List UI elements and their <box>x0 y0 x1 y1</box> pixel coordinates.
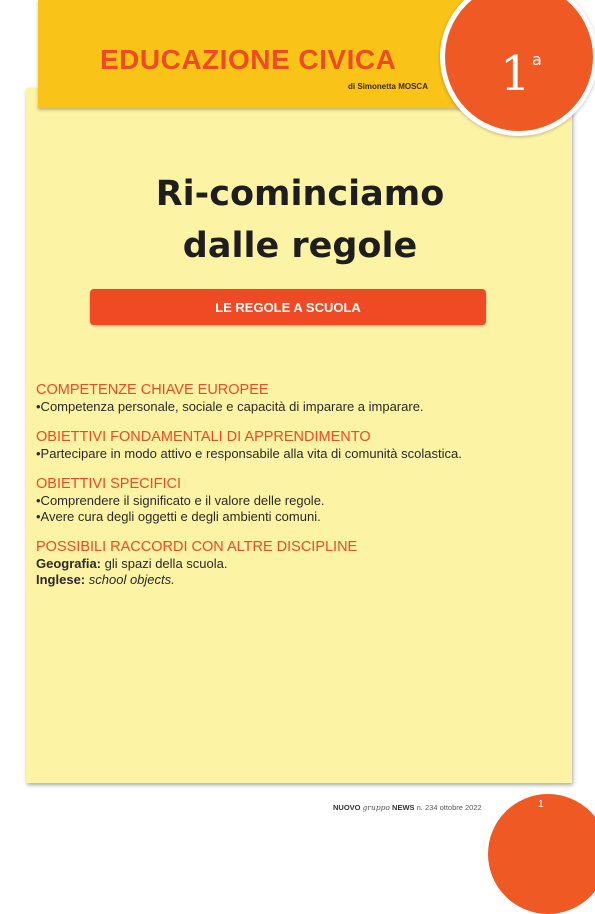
section-item: •Avere cura degli oggetti e degli ambienti comuni. <box>36 509 321 524</box>
link-geografia <box>36 556 566 572</box>
footer-publication <box>333 803 482 812</box>
section-title: OBIETTIVI FONDAMENTALI DI APPRENDIMENTO <box>36 429 371 445</box>
link-inglese <box>36 572 566 588</box>
section-item: •Partecipare in modo attivo e responsabile alla vita di comunità scolastica. <box>36 446 462 461</box>
section-obiettivi-fondamentali <box>36 429 566 462</box>
section-obiettivi-specifici <box>36 476 566 525</box>
section-title: COMPETENZE CHIAVE EUROPEE <box>36 382 269 398</box>
subject-banner <box>90 289 486 325</box>
page-number: 1 <box>538 799 544 810</box>
footer-pub-brand: gruppo <box>362 803 390 812</box>
section-item: •Competenza personale, sociale e capacità di imparare a imparare. <box>36 399 424 414</box>
page-title-line2: dalle regole <box>182 226 418 266</box>
grade-number: 1 <box>500 46 531 102</box>
discipline-text: school objects. <box>88 572 175 587</box>
discipline-label: Inglese: <box>36 572 86 587</box>
page-title <box>60 168 540 272</box>
subject-label: LE REGOLE A SCUOLA <box>215 299 361 315</box>
section-competenze <box>36 382 566 415</box>
section-item: •Comprendere il significato e il valore delle regole. <box>36 493 325 508</box>
discipline-text: gli spazi della scuola. <box>101 556 228 571</box>
section-title: POSSIBILI RACCORDI CON ALTRE DISCIPLINE <box>36 539 358 555</box>
section-raccordi <box>36 539 566 588</box>
header-author: di Simonetta MOSCA <box>347 82 428 91</box>
sections-list <box>36 382 566 602</box>
grade-suffix: a <box>532 50 542 69</box>
page-title-line1: Ri-cominciamo <box>155 174 445 214</box>
discipline-label: Geografia: <box>36 556 102 571</box>
footer-pub-suffix: NEWS <box>392 803 415 812</box>
footer-pub-prefix: NUOVO <box>333 803 361 812</box>
header-title: EDUCAZIONE CIVICA <box>100 44 397 75</box>
page-number-badge <box>488 794 595 914</box>
footer-issue: n. 234 ottobre 2022 <box>416 803 482 812</box>
section-title: OBIETTIVI SPECIFICI <box>36 476 182 492</box>
